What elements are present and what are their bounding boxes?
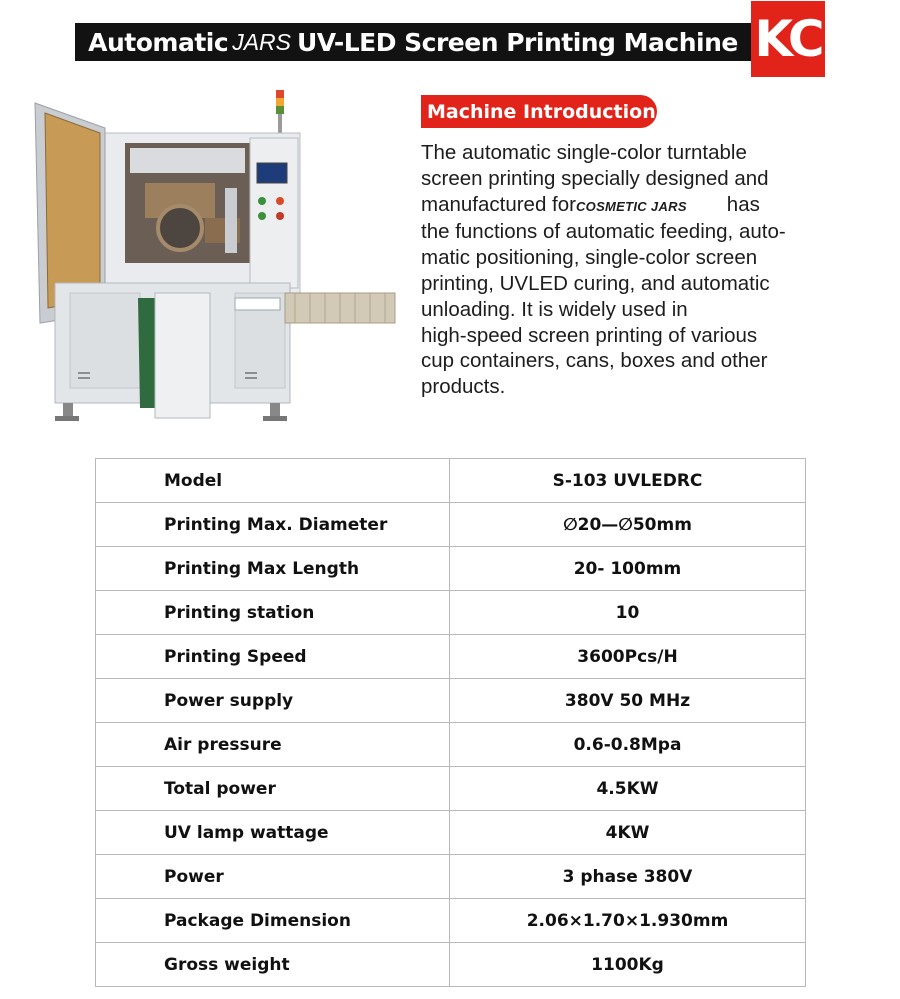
table-row	[96, 459, 806, 503]
intro-line: high-speed screen printing of various	[421, 323, 758, 347]
intro-line: the functions of automatic feeding, auto-	[421, 220, 786, 244]
spec-label: Air pressure	[96, 723, 450, 767]
intro-line-part: manufactured for	[421, 192, 576, 216]
table-row	[96, 591, 806, 635]
intro-line: unloading. It is widely used in	[421, 297, 688, 321]
table-row	[96, 635, 806, 679]
table-row	[96, 767, 806, 811]
intro-line-part: has	[726, 192, 760, 216]
spec-value: 4KW	[450, 811, 806, 855]
spec-value: 20- 100mm	[450, 547, 806, 591]
table-row	[96, 547, 806, 591]
spec-label: Model	[96, 459, 450, 503]
spec-label: UV lamp wattage	[96, 811, 450, 855]
spec-label: Power supply	[96, 679, 450, 723]
spec-table	[95, 458, 806, 987]
table-row	[96, 899, 806, 943]
spec-value: 4.5KW	[450, 767, 806, 811]
brand-name: COSMETIC JARS	[575, 198, 687, 214]
spec-label: Total power	[96, 767, 450, 811]
spec-label: Printing Max. Diameter	[96, 503, 450, 547]
intro-line: screen printing specially designed and	[421, 166, 769, 190]
spec-value: 0.6-0.8Mpa	[450, 723, 806, 767]
kc-logo: KC	[751, 1, 825, 77]
intro-line: printing, UVLED curing, and automatic	[421, 271, 770, 295]
spec-value: ∅20—∅50mm	[450, 503, 806, 547]
machine-illustration	[30, 88, 410, 433]
title-jars: JARS	[232, 28, 291, 55]
spec-label: Power	[96, 855, 450, 899]
intro-line: products.	[421, 375, 506, 399]
table-row	[96, 811, 806, 855]
title-part2: UV-LED Screen Printing Machine	[296, 27, 738, 57]
table-row	[96, 855, 806, 899]
intro-heading: Machine Introduction	[421, 95, 657, 128]
spec-label: Printing Speed	[96, 635, 450, 679]
table-row	[96, 943, 806, 987]
spec-value: 3 phase 380V	[450, 855, 806, 899]
intro-line: matic positioning, single-color screen	[421, 246, 758, 270]
intro-paragraph	[421, 140, 821, 400]
intro-line	[421, 192, 821, 220]
table-row	[96, 679, 806, 723]
spec-value: S-103 UVLEDRC	[450, 459, 806, 503]
page-title	[75, 23, 751, 61]
spec-value: 1100Kg	[450, 943, 806, 987]
spec-value: 380V 50 MHz	[450, 679, 806, 723]
spec-value: 3600Pcs/H	[450, 635, 806, 679]
spec-value: 2.06×1.70×1.930mm	[450, 899, 806, 943]
intro-line: The automatic single-color turntable	[421, 141, 747, 164]
spec-label: Printing station	[96, 591, 450, 635]
table-row	[96, 723, 806, 767]
title-part1: Automatic	[88, 27, 229, 57]
spec-label: Gross weight	[96, 943, 450, 987]
table-row	[96, 503, 806, 547]
spec-label: Printing Max Length	[96, 547, 450, 591]
spec-label: Package Dimension	[96, 899, 450, 943]
spec-value: 10	[450, 591, 806, 635]
intro-line: cup containers, cans, boxes and other	[421, 349, 768, 373]
